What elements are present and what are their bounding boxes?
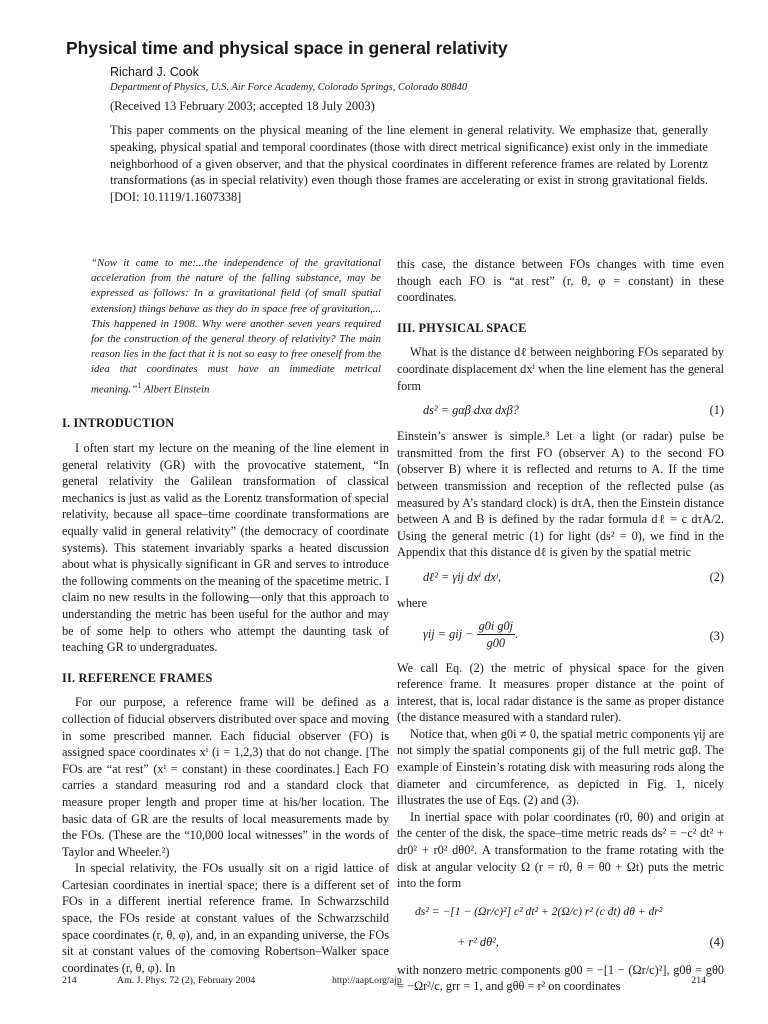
paragraph-where: where [397, 595, 428, 610]
equation-1-body: ds² = gαβ dxα dxβ? [423, 403, 519, 418]
paper-title: Physical time and physical space in general relativity [66, 38, 508, 58]
received-dates: (Received 13 February 2003; accepted 18 July 2003) [110, 99, 375, 113]
equation-1 [397, 398, 724, 424]
equation-3-lhs: γij = gij − [423, 626, 474, 641]
abstract: This paper comments on the physical meaning of the line element in general relativity. We emphasize that, generally speaking, physical spatial and temporal coordinates (those with direct metrical significance) exist only in the immediate neighborhood of a given observer, and that the physical coordinates in different reference frames are related by Lorentz transformations (as in special relativity) even though those frames are accelerating or exist in strong gravitational fields. [DOI: 10.1119/1.1607338] [110, 123, 708, 205]
paragraph: We call Eq. (2) the metric of physical space for the given reference frame. It measures proper distance at the point of interest, that is, local radar distance is the same as proper distance (the distance measured with a standard ruler). [397, 660, 724, 725]
journal-url[interactable]: http://aapt.org/ajp [332, 975, 402, 986]
equation-4-line-1: ds² = −[1 − (Ωr/c)²] c² dt² + 2(Ω/c) r² (c dt) dθ + dr² [415, 904, 663, 918]
equation-2-body: dℓ² = γij dxⁱ dxʲ, [423, 569, 502, 584]
paragraph: Einstein’s answer is simple.³ Let a light (or radar) pulse be transmitted from the first FO (observer A) to the second FO (observer B) where it is reflected and returns to A. If the time between transmission and reception of the reflected pulse (as measured by A’s standard clock) is dτA, then the Einstein distance between A and B is defined by the radar formula dℓ = c dτA/2. Using the general metric (1) for light (ds² = 0), we find in the Appendix that this distance dℓ is given by the spatial metric [397, 429, 724, 560]
paragraph: In inertial space with polar coordinates (r0, θ0) and origin at the center of the disk, the space–time metric reads ds² = −c² dt² + dr0² + r0² dθ0². A transformation to the frame rotating with the disk at angular velocity Ω (r = r0, θ = θ0 + Ωt) puts the metric into the form [397, 809, 724, 891]
paragraph: For our purpose, a reference frame will be defined as a collection of fiducial observers distributed over space and moving in some prescribed manner. Each fiducial observer (FO) is assigned space coordinates xⁱ (i = 1,2,3) that do not change. [The FOs are “at rest” (xⁱ = constant) in these coordinates.] Each FO carries a standard measuring rod and a standard clock that measure proper length and proper time at his/her location. The basic data of GR are the results of local measurements made by the FOs. (These are the “10,000 local witnesses” in the words of Taylor and Wheeler.²) [62, 695, 389, 859]
section-heading-physical-space: III. PHYSICAL SPACE [397, 320, 527, 335]
paragraph: Notice that, when g0i ≠ 0, the spatial metric components γij are not simply the spatial components gij of the full metric gαβ. The example of Einstein’s rotating disk with measuring rods along the diameter and circumference, as depicted in Fig. 1, nicely illustrates the use of Eqs. (2) and (3). [397, 726, 724, 808]
equation-3-numerator: g0i g0j [477, 618, 516, 636]
equation-2-number: (2) [709, 569, 724, 584]
equation-3-fraction [477, 618, 516, 652]
paragraph: In special relativity, the FOs usually sit on a rigid lattice of Cartesian coordinates in inertial space; there is a different set of FOs in a different inertial reference frame. In Schwarzschild space, the FOs reside at constant values of the Schwarzschild space coordinates (r, θ, φ), and, in an expanding universe, the FOs sit at constant values of the comoving Robertson–Walker space coordinates (r, θ, φ). In [62, 861, 389, 975]
page-number-right: 214 [691, 975, 706, 986]
author-name: Richard J. Cook [110, 65, 199, 79]
equation-4-number: (4) [709, 934, 724, 949]
paragraph: I often start my lecture on the meaning of the line element in general relativity (GR) with the provocative statement, “In general relativity the Galilean transformation of classical mechanics is just as valid as the Lorentz transformation of special relativity, because all space–time coordinate transformations are equally valid in general relativity” (the democracy of coordinate systems). This statement invariably sparks a heated discussion about what is physically significant in GR and serves to introduce the following comments on the meaning of the spacetime metric. I claim no new results in the following—only that this approach to understanding the metric has been useful for the author and may be of some help to others who attempt the daunting task of teaching GR to undergraduates. [62, 441, 389, 655]
section-heading-introduction: I. INTRODUCTION [62, 416, 175, 431]
paragraph: What is the distance dℓ between neighboring FOs separated by coordinate displacement dxⁱ when the line element has the general form [397, 345, 724, 393]
epigraph-reference: 1 [137, 380, 142, 390]
epigraph-attribution: Albert Einstein [143, 383, 210, 396]
equation-1-number: (1) [709, 403, 724, 418]
section-heading-reference-frames: II. REFERENCE FRAMES [62, 670, 213, 685]
author-affiliation: Department of Physics, U.S. Air Force Academy, Colorado Springs, Colorado 80840 [110, 82, 468, 93]
epigraph-text: “Now it came to me:...the independence of the gravitational acceleration from the nature of the falling substance, may be expressed as follows: In a gravitational field (of small spatial extension) things behave as they do in space free of gravitation,... This happened in 1908. Why were another seven years required for the construction of the general theory of relativity? The main reason lies in the fact that it is not so easy to free oneself from the idea that coordinates must have an immediate metrical meaning.” [91, 257, 381, 396]
journal-citation: Am. J. Phys. 72 (2), February 2004 [117, 975, 256, 986]
right-column [397, 256, 724, 995]
equation-4-line-2: + r² dθ², [457, 934, 499, 949]
equation-3-denominator: g00 [486, 636, 506, 651]
epigraph-quote [91, 256, 381, 397]
equation-3-number: (3) [709, 628, 724, 643]
equation-2 [397, 565, 724, 591]
paragraph: with nonzero metric components g00 = −[1 − (Ωr/c)²], g0θ = gθ0 = −Ωr²/c, grr = 1, and gθθ = r² on coordinates [397, 962, 724, 994]
equation-3: γij = gij − $\frac{\text{g0i g0j}}{g00}$ . (3) [423, 618, 724, 651]
paragraph: this case, the distance between FOs changes with time even though each FO is “at rest” (r, θ, φ = constant) in these coordinates. [397, 257, 724, 305]
page-footer [62, 975, 706, 991]
page-number-left: 214 [62, 975, 77, 986]
equation-4 [397, 896, 724, 958]
left-column [62, 256, 389, 976]
